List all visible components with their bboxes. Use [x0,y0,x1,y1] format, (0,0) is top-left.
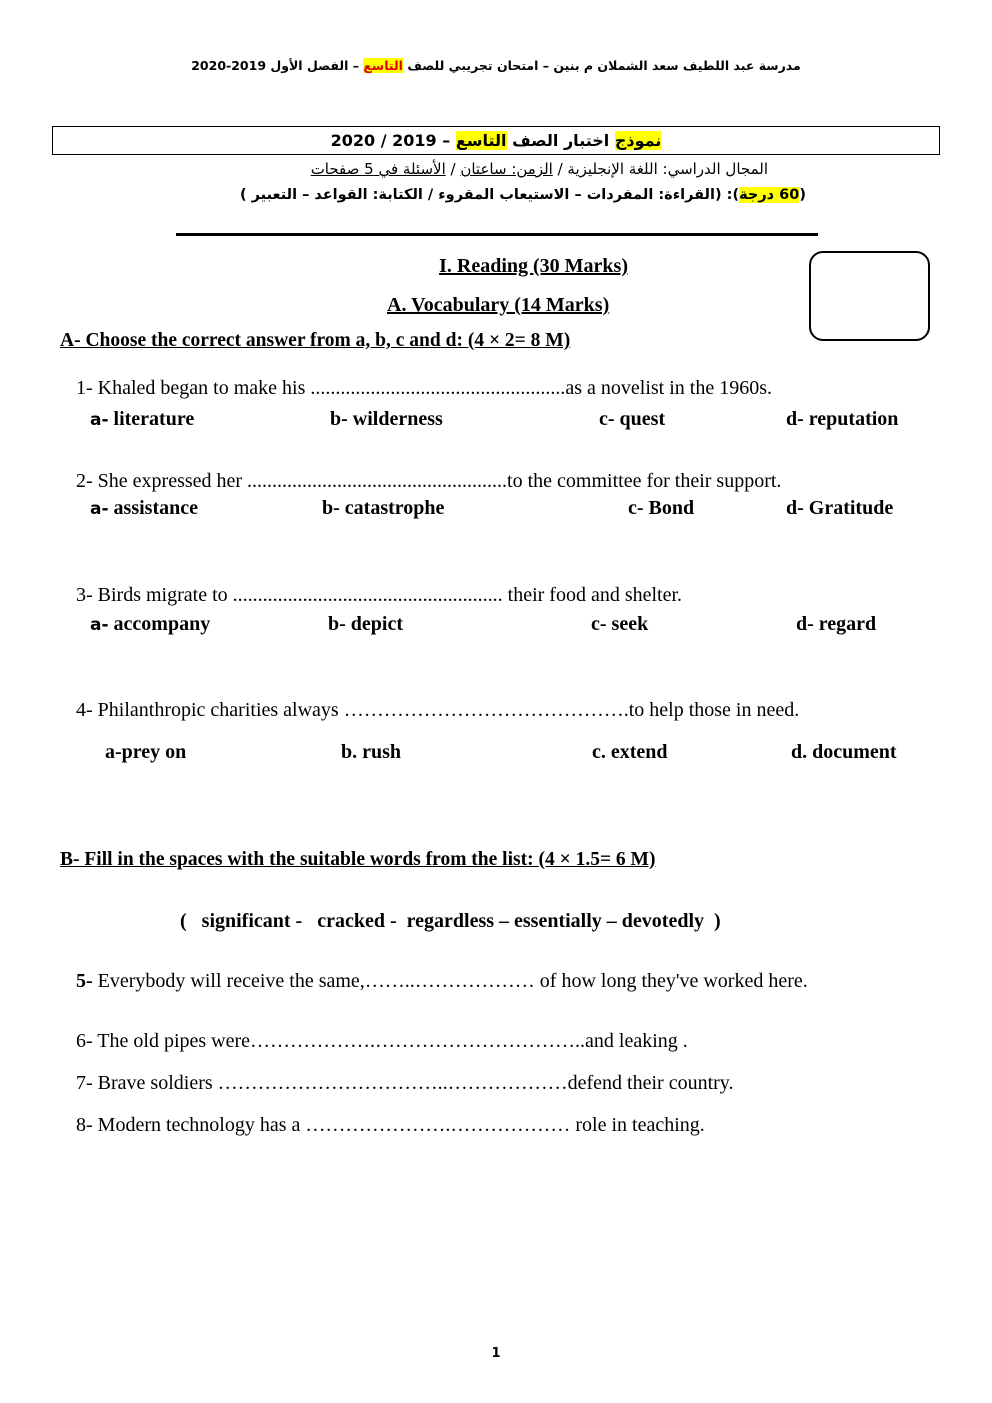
q4-option-c: c. extend [592,741,668,763]
q6-number: 6- [76,1030,93,1052]
question-2: 2- She expressed her ....................................................to the committee for their support. [76,470,782,492]
question-6 [76,1030,688,1053]
reading-heading: I. Reading (30 Marks) [439,255,628,277]
q5-number: 5- [76,970,93,992]
page-number: 1 [491,1346,501,1361]
q3-option-a-text: accompany [108,613,211,635]
marks-total: 60 درجة [739,187,800,203]
question-1: 1- Khaled began to make his ...................................................as a novelist in the 1960s. [76,377,773,399]
q4-option-a: a-prey on [105,741,187,763]
q3-option-c: c- seek [591,613,649,635]
q1-option-d: d- reputation [786,408,899,430]
q2-option-d: d- Gratitude [786,497,894,519]
q2-option-a-text: assistance [108,497,198,519]
part-a-heading: A- Choose the correct answer from a, b, c and d: (4 × 2= 8 M) [60,330,571,351]
q3-option-a-label: a- [90,615,109,635]
part-b-heading: B- Fill in the spaces with the suitable words from the list: (4 × 1.5= 6 M) [60,849,656,870]
header-school: مدرسة عبد اللطيف سعد الشملان م بنين – امتحان تجريبي للصف [402,58,801,73]
question-8 [76,1114,705,1137]
q8-number: 8- [76,1114,93,1136]
page-header [0,58,992,73]
vocab-heading: A. Vocabulary (14 Marks) [387,294,610,316]
exam-title-box [52,126,940,155]
header-grade: التاسع [363,58,403,73]
q2-option-a-label: a- [90,499,109,519]
word-list: ( significant - cracked - regardless – essentially – devotedly ) [180,910,721,932]
q4-option-d: d. document [791,741,897,763]
q3-option-d: d- regard [796,613,877,635]
question-7 [76,1072,734,1095]
pages-label: الأسئلة في 5 صفحات [310,160,446,178]
title-exam: اختبار الصف [506,131,615,150]
header-term: – الفصل الأول 2019-2020 [191,58,364,73]
q2-option-a [90,497,198,520]
marks-line [240,187,806,203]
q5-text: Everybody will receive the same,……..……………… of how long they've worked here. [92,970,808,992]
q7-text: Brave soldiers ……………………………..………………defend their country. [92,1072,734,1094]
divider [176,233,818,236]
title-year: – 2019 / 2020 [330,131,456,150]
q8-text: Modern technology has a ………………….……………… role in teaching. [92,1114,705,1136]
marks-breakdown: ): (القراءة: المفردات – الاستيعاب المقروء / الكتابة: القواعد – التعبير ) [239,187,740,203]
question-4: 4- Philanthropic charities always …………………………………….to help those in need. [76,699,800,721]
q3-option-a [90,613,210,636]
question-5 [76,970,808,993]
q1-option-a-label: a- [90,410,109,430]
subject-line [311,160,768,178]
q6-text: The old pipes were……………….…………………………..and leaking . [92,1030,688,1052]
question-3: 3- Birds migrate to ...................................................... their food and shelter. [76,584,683,606]
q4-option-b: b. rush [341,741,402,763]
q2-option-b: b- catastrophe [322,497,445,519]
score-box [809,251,930,341]
q1-option-a [90,408,194,431]
title-model: نموذج [614,131,662,150]
subject-sep: / [445,160,461,178]
q3-option-b: b- depict [328,613,403,635]
q7-number: 7- [76,1072,93,1094]
q1-option-c: c- quest [599,408,666,430]
title-grade: التاسع [455,131,507,150]
q1-option-b: b- wilderness [330,408,443,430]
subject-label: المجال الدراسي: اللغة الإنجليزية / [552,160,768,178]
time-label: الزمن: ساعتان [460,160,553,178]
q2-option-c: c- Bond [628,497,695,519]
q1-option-a-text: literature [108,408,195,430]
marks-open: ( [799,187,806,203]
